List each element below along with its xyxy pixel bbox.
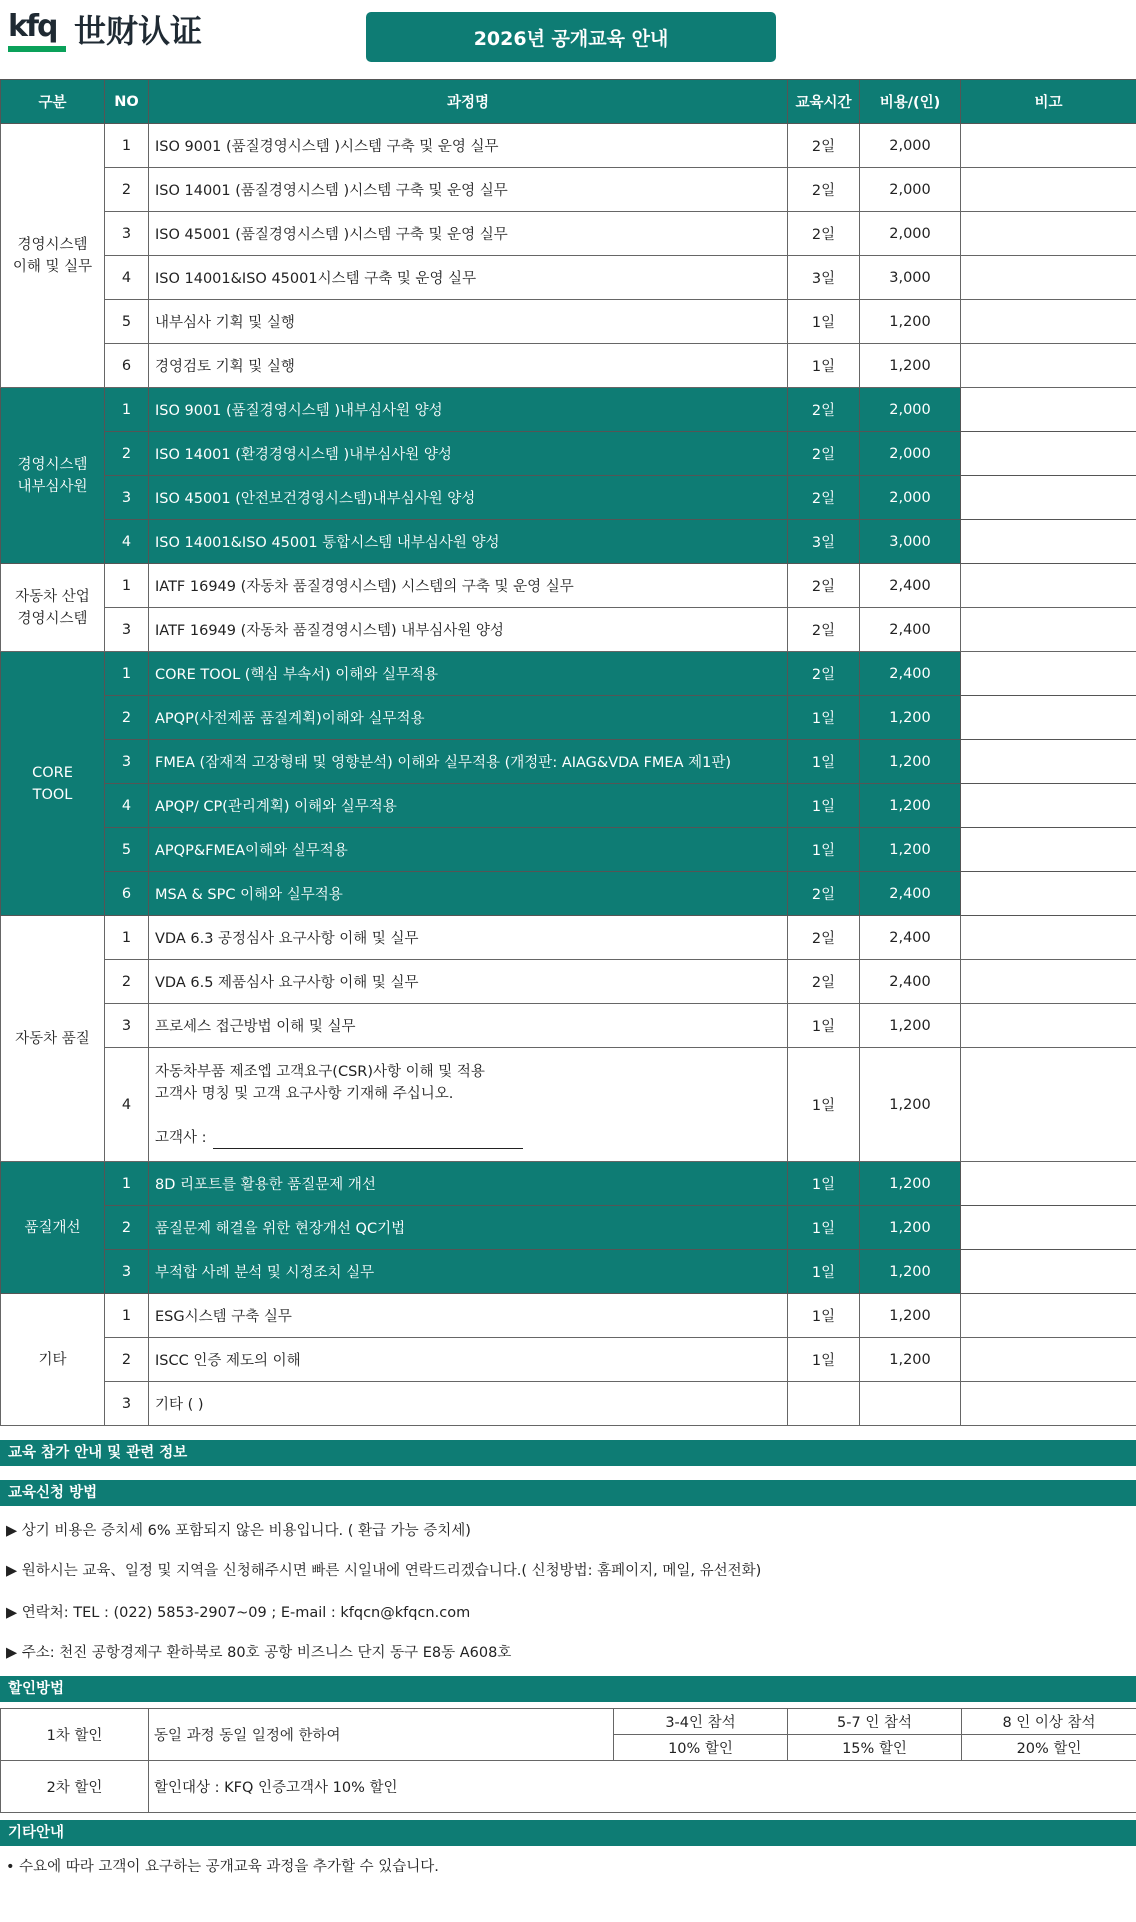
other-note: • 수요에 따라 고객이 요구하는 공개교육 과정을 추가할 수 있습니다. xyxy=(6,1859,439,1875)
course-row xyxy=(1,608,1136,652)
course-row xyxy=(1,564,1136,608)
course-remarks xyxy=(961,564,1136,608)
course-name: ESG시스템 구축 실무 xyxy=(149,1294,788,1338)
discount-row-second xyxy=(1,1761,1136,1813)
course-time: 1일 xyxy=(788,1004,860,1048)
course-row xyxy=(1,212,1136,256)
course-remarks xyxy=(961,1250,1136,1294)
course-time: 1일 xyxy=(788,1206,860,1250)
other-section-title: 기타안내 xyxy=(0,1820,1136,1846)
course-time xyxy=(788,1382,860,1426)
info-section-title: 교육 참가 안내 및 관련 정보 xyxy=(0,1440,1136,1466)
table-header-row xyxy=(1,80,1136,124)
category-cell xyxy=(1,564,105,652)
category-cell xyxy=(1,916,105,1162)
course-cost: 1,200 xyxy=(860,1294,961,1338)
tier-rate-1: 10% 할인 xyxy=(614,1735,788,1761)
course-no: 1 xyxy=(105,564,149,608)
course-row xyxy=(1,476,1136,520)
course-remarks xyxy=(961,1338,1136,1382)
course-time: 2일 xyxy=(788,872,860,916)
course-row xyxy=(1,1294,1136,1338)
course-time: 2일 xyxy=(788,212,860,256)
course-time: 2일 xyxy=(788,124,860,168)
course-no: 4 xyxy=(105,784,149,828)
course-no: 3 xyxy=(105,212,149,256)
category-cell xyxy=(1,1294,105,1426)
course-remarks xyxy=(961,212,1136,256)
course-remarks xyxy=(961,344,1136,388)
course-time: 1일 xyxy=(788,1338,860,1382)
category-cell xyxy=(1,652,105,916)
course-table xyxy=(0,79,1136,1426)
logo-green-bar xyxy=(8,46,66,52)
course-no: 2 xyxy=(105,696,149,740)
tier-people-2: 5-7 인 참석 xyxy=(788,1709,962,1735)
logo-mark-text: kfq xyxy=(8,9,57,44)
course-time: 2일 xyxy=(788,564,860,608)
course-name: APQP(사전제품 품질계획)이해와 실무적용 xyxy=(149,696,788,740)
course-row xyxy=(1,1250,1136,1294)
category-line: 품질개선 xyxy=(24,1219,81,1236)
course-row xyxy=(1,256,1136,300)
course-row xyxy=(1,960,1136,1004)
course-cost: 2,400 xyxy=(860,872,961,916)
course-no: 1 xyxy=(105,1294,149,1338)
course-no: 3 xyxy=(105,1382,149,1426)
page-title: 2026년 공개교육 안내 xyxy=(366,12,776,62)
course-name-line xyxy=(155,1127,781,1149)
course-no: 1 xyxy=(105,124,149,168)
course-no: 3 xyxy=(105,740,149,784)
course-remarks xyxy=(961,256,1136,300)
tier-rate-2: 15% 할인 xyxy=(788,1735,962,1761)
course-name: ISO 45001 (품질경영시스템 )시스템 구축 및 운영 실무 xyxy=(149,212,788,256)
course-cost: 1,200 xyxy=(860,344,961,388)
category-line: 기타 xyxy=(38,1351,67,1368)
course-name: 기타 ( ) xyxy=(149,1382,788,1426)
course-remarks xyxy=(961,784,1136,828)
course-row xyxy=(1,520,1136,564)
header-no: NO xyxy=(105,80,149,124)
course-name: 품질문제 해결을 위한 현장개선 QC기법 xyxy=(149,1206,788,1250)
course-row xyxy=(1,1382,1136,1426)
course-time: 2일 xyxy=(788,388,860,432)
course-row xyxy=(1,1004,1136,1048)
header-category: 구분 xyxy=(1,80,105,124)
course-remarks xyxy=(961,1004,1136,1048)
course-cost: 3,000 xyxy=(860,520,961,564)
course-remarks xyxy=(961,1162,1136,1206)
info-bullet-apply: ▶ 원하시는 교육、일정 및 지역을 신청해주시면 빠른 시일내에 연락드리겠습니다.( 신청방법: 홈페이지, 메일, 유선전화) xyxy=(6,1563,762,1579)
course-remarks xyxy=(961,1206,1136,1250)
header-remarks: 비고 xyxy=(961,80,1136,124)
course-row xyxy=(1,696,1136,740)
course-cost: 1,200 xyxy=(860,1004,961,1048)
course-cost: 1,200 xyxy=(860,1048,961,1162)
course-time: 2일 xyxy=(788,652,860,696)
course-remarks xyxy=(961,1294,1136,1338)
course-time: 3일 xyxy=(788,256,860,300)
category-line: CORE xyxy=(32,764,73,781)
course-time: 1일 xyxy=(788,828,860,872)
course-row xyxy=(1,916,1136,960)
course-name-line-text: 고객사 : xyxy=(155,1129,207,1146)
course-no: 3 xyxy=(105,608,149,652)
course-time: 1일 xyxy=(788,1250,860,1294)
course-remarks xyxy=(961,1382,1136,1426)
course-name: FMEA (잠재적 고장형태 및 영향분석) 이해와 실무적용 (개정판: AIAG&VDA FMEA 제1판) xyxy=(149,740,788,784)
course-no: 5 xyxy=(105,300,149,344)
course-time: 2일 xyxy=(788,432,860,476)
course-remarks xyxy=(961,168,1136,212)
category-cell xyxy=(1,124,105,388)
course-no: 2 xyxy=(105,960,149,1004)
course-remarks xyxy=(961,872,1136,916)
category-line: 자동차 산업 xyxy=(15,588,90,605)
category-line: 경영시스템 xyxy=(17,610,88,627)
course-cost: 1,200 xyxy=(860,784,961,828)
course-remarks xyxy=(961,828,1136,872)
category-cell xyxy=(1,1162,105,1294)
course-name: 내부심사 기획 및 실행 xyxy=(149,300,788,344)
course-name: ISO 14001&ISO 45001시스템 구축 및 운영 실무 xyxy=(149,256,788,300)
course-time: 2일 xyxy=(788,476,860,520)
course-name: IATF 16949 (자동차 품질경영시스템) 내부심사원 양성 xyxy=(149,608,788,652)
course-time: 2일 xyxy=(788,608,860,652)
course-no: 2 xyxy=(105,432,149,476)
course-remarks xyxy=(961,960,1136,1004)
course-cost: 2,400 xyxy=(860,652,961,696)
course-no: 3 xyxy=(105,1004,149,1048)
course-remarks xyxy=(961,300,1136,344)
course-row xyxy=(1,872,1136,916)
course-cost: 1,200 xyxy=(860,1206,961,1250)
course-name: IATF 16949 (자동차 품질경영시스템) 시스템의 구축 및 운영 실무 xyxy=(149,564,788,608)
course-time: 1일 xyxy=(788,696,860,740)
course-row xyxy=(1,1048,1136,1162)
kfq-logo xyxy=(8,9,203,54)
course-time: 1일 xyxy=(788,1162,860,1206)
logo-name: 世财认证 xyxy=(74,12,203,50)
course-no: 1 xyxy=(105,916,149,960)
course-name: 8D 리포트를 활용한 품질문제 개선 xyxy=(149,1162,788,1206)
course-name: ISO 14001 (품질경영시스템 )시스템 구축 및 운영 실무 xyxy=(149,168,788,212)
course-remarks xyxy=(961,124,1136,168)
first-discount-desc: 동일 과정 동일 일정에 한하여 xyxy=(149,1709,614,1761)
course-cost: 2,400 xyxy=(860,916,961,960)
course-remarks xyxy=(961,652,1136,696)
course-no: 3 xyxy=(105,1250,149,1294)
category-line: TOOL xyxy=(32,786,73,803)
course-name-line-text: 자동차부품 제조엡 고객요구(CSR)사항 이해 및 적용 xyxy=(155,1063,485,1080)
course-remarks xyxy=(961,916,1136,960)
info-bullet-vat: ▶ 상기 비용은 증치세 6% 포함되지 않은 비용입니다. ( 환급 가능 증치세) xyxy=(6,1523,471,1539)
course-no: 3 xyxy=(105,476,149,520)
course-remarks xyxy=(961,388,1136,432)
course-row xyxy=(1,124,1136,168)
course-cost: 2,000 xyxy=(860,212,961,256)
course-cost: 2,000 xyxy=(860,124,961,168)
course-cost: 1,200 xyxy=(860,828,961,872)
tier-people-3: 8 인 이상 참석 xyxy=(962,1709,1136,1735)
course-name: CORE TOOL (핵심 부속서) 이해와 실무적용 xyxy=(149,652,788,696)
course-row xyxy=(1,740,1136,784)
course-row xyxy=(1,784,1136,828)
course-row xyxy=(1,300,1136,344)
course-cost: 1,200 xyxy=(860,696,961,740)
course-no: 1 xyxy=(105,1162,149,1206)
info-bullet-address: ▶ 주소: 천진 공항경제구 환하북로 80호 공항 비즈니스 단지 동구 E8동 A608호 xyxy=(6,1645,512,1661)
apply-section-title: 교육신청 방법 xyxy=(0,1480,1136,1506)
course-row xyxy=(1,828,1136,872)
course-time: 2일 xyxy=(788,168,860,212)
course-remarks xyxy=(961,476,1136,520)
course-name-line xyxy=(155,1083,781,1105)
course-name: APQP&FMEA이해와 실무적용 xyxy=(149,828,788,872)
tier-rate-3: 20% 할인 xyxy=(962,1735,1136,1761)
course-cost: 2,000 xyxy=(860,168,961,212)
course-cost: 2,400 xyxy=(860,564,961,608)
discount-section-title: 할인방법 xyxy=(0,1676,1136,1702)
course-no: 6 xyxy=(105,344,149,388)
course-name: APQP/ CP(관리계획) 이해와 실무적용 xyxy=(149,784,788,828)
course-cost: 2,000 xyxy=(860,388,961,432)
course-remarks xyxy=(961,696,1136,740)
category-line: 경영시스템 xyxy=(17,236,88,253)
course-no: 1 xyxy=(105,388,149,432)
logo-mark xyxy=(8,9,66,54)
header-cost: 비용/(인) xyxy=(860,80,961,124)
course-name: VDA 6.3 공정심사 요구사항 이해 및 실무 xyxy=(149,916,788,960)
category-line: 내부심사원 xyxy=(17,478,88,495)
course-row xyxy=(1,1206,1136,1250)
course-time: 1일 xyxy=(788,784,860,828)
course-no: 5 xyxy=(105,828,149,872)
category-line: 이해 및 실무 xyxy=(12,258,93,275)
course-name: VDA 6.5 제품심사 요구사항 이해 및 실무 xyxy=(149,960,788,1004)
course-remarks xyxy=(961,520,1136,564)
page-header xyxy=(0,0,1136,84)
course-cost: 1,200 xyxy=(860,740,961,784)
course-cost: 1,200 xyxy=(860,1250,961,1294)
course-time: 2일 xyxy=(788,916,860,960)
course-name: 부적합 사례 분석 및 시정조치 실무 xyxy=(149,1250,788,1294)
course-row xyxy=(1,168,1136,212)
second-discount-label: 2차 할인 xyxy=(1,1761,149,1813)
course-remarks xyxy=(961,740,1136,784)
course-no: 1 xyxy=(105,652,149,696)
course-no: 6 xyxy=(105,872,149,916)
course-no: 2 xyxy=(105,168,149,212)
first-discount-label: 1차 할인 xyxy=(1,1709,149,1761)
course-name-line-text: 고객사 명칭 및 고객 요구사항 기재해 주십니오. xyxy=(155,1085,454,1102)
course-time: 1일 xyxy=(788,1048,860,1162)
course-cost xyxy=(860,1382,961,1426)
course-cost: 1,200 xyxy=(860,300,961,344)
course-time: 1일 xyxy=(788,300,860,344)
course-no: 4 xyxy=(105,1048,149,1162)
course-row xyxy=(1,432,1136,476)
course-no: 4 xyxy=(105,520,149,564)
course-time: 3일 xyxy=(788,520,860,564)
course-cost: 2,000 xyxy=(860,476,961,520)
course-cost: 2,400 xyxy=(860,960,961,1004)
course-name: 경영검토 기획 및 실행 xyxy=(149,344,788,388)
course-cost: 2,000 xyxy=(860,432,961,476)
category-line: 경영시스템 xyxy=(17,456,88,473)
course-remarks xyxy=(961,608,1136,652)
course-row xyxy=(1,652,1136,696)
course-cost: 1,200 xyxy=(860,1338,961,1382)
course-remarks xyxy=(961,432,1136,476)
category-cell xyxy=(1,388,105,564)
course-name-line xyxy=(155,1061,781,1083)
course-no: 4 xyxy=(105,256,149,300)
course-row xyxy=(1,1338,1136,1382)
course-name: ISO 14001&ISO 45001 통합시스템 내부심사원 양성 xyxy=(149,520,788,564)
course-name: 프로세스 접근방법 이해 및 실무 xyxy=(149,1004,788,1048)
course-cost: 3,000 xyxy=(860,256,961,300)
course-row xyxy=(1,344,1136,388)
course-cost: 2,400 xyxy=(860,608,961,652)
course-cost: 1,200 xyxy=(860,1162,961,1206)
course-name: ISO 9001 (품질경영시스템 )내부심사원 양성 xyxy=(149,388,788,432)
course-no: 2 xyxy=(105,1338,149,1382)
course-name: ISO 45001 (안전보건경영시스템)내부심사원 양성 xyxy=(149,476,788,520)
header-time: 교육시간 xyxy=(788,80,860,124)
course-no: 2 xyxy=(105,1206,149,1250)
course-name: ISCC 인증 제도의 이해 xyxy=(149,1338,788,1382)
course-name: ISO 9001 (품질경영시스템 )시스템 구축 및 운영 실무 xyxy=(149,124,788,168)
course-time: 1일 xyxy=(788,740,860,784)
course-name: MSA & SPC 이해와 실무적용 xyxy=(149,872,788,916)
header-course: 과정명 xyxy=(149,80,788,124)
discount-table xyxy=(0,1708,1136,1813)
tier-people-1: 3-4인 참석 xyxy=(614,1709,788,1735)
course-name: ISO 14001 (환경경영시스템 )내부심사원 양성 xyxy=(149,432,788,476)
course-time: 1일 xyxy=(788,344,860,388)
course-remarks xyxy=(961,1048,1136,1162)
second-discount-desc: 할인대상 : KFQ 인증고객사 10% 할인 xyxy=(149,1761,1136,1813)
category-line: 자동차 품질 xyxy=(15,1030,90,1047)
course-row xyxy=(1,1162,1136,1206)
info-bullet-contact: ▶ 연락처: TEL : (022) 5853-2907~09 ; E-mail : kfqcn@kfqcn.com xyxy=(6,1605,471,1621)
course-row xyxy=(1,388,1136,432)
customer-name-field xyxy=(213,1133,523,1149)
discount-row-first xyxy=(1,1709,1136,1735)
course-name xyxy=(149,1048,788,1162)
course-time: 2일 xyxy=(788,960,860,1004)
course-name-line xyxy=(155,1105,781,1127)
course-time: 1일 xyxy=(788,1294,860,1338)
